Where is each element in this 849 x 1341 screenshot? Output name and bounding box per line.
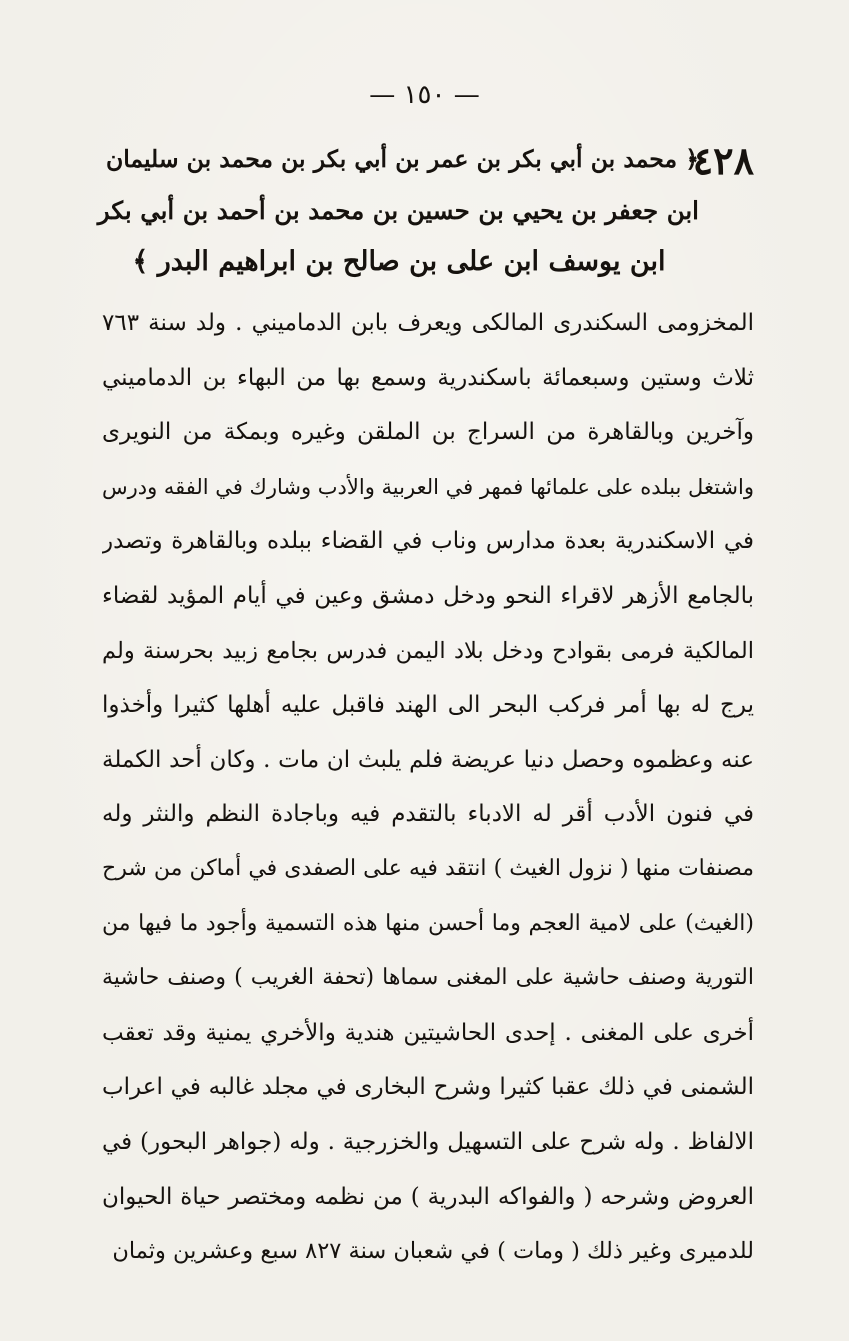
body-line: العروض وشرحه ( والفواكه البدرية ) من نظمه ومختصر حياة الحيوان (102, 1183, 754, 1210)
body-line: واشتغل ببلده على علمائها فمهر في العربية والأدب وشارك في الفقه ودرس (102, 474, 754, 499)
body-line: أخرى على المغنى . إحدى الحاشيتين هندية والأخري يمنية وقد تعقب (102, 1019, 754, 1046)
body-line: للدميرى وغير ذلك ( ومات ) في شعبان سنة ٨٢٧ سبع وعشرين وثمان (112, 1238, 754, 1265)
body-line: بالجامع الأزهر لاقراء النحو ودخل دمشق وعين في أيام المؤيد لقضاء (102, 582, 754, 609)
entry-heading (99, 134, 699, 287)
body-line: (الغيث) على لامية العجم وما أحسن منها هذه التسمية وأجود ما فيها من (102, 910, 754, 936)
page-number: — ١٥٠ — (369, 80, 480, 110)
entry-body (102, 296, 754, 1279)
body-line: مصنفات منها ( نزول الغيث ) انتقد فيه على الصفدى في أماكن من شرح (102, 855, 754, 881)
heading-line: ابن جعفر بن يحيي بن حسين بن محمد بن أحمد بن أبي بكر (97, 196, 699, 225)
body-line: في الاسكندرية بعدة مدارس وناب في القضاء ببلده وبالقاهرة وتصدر (102, 528, 754, 555)
entry-number: ٤٢٨ (692, 138, 754, 183)
body-line: ثلاث وستين وسبعمائة باسكندرية وسمع بها من البهاء بن الدماميني (102, 364, 754, 391)
body-line: الالفاظ . وله شرح على التسهيل والخزرجية . وله (جواهر البحور) في (102, 1128, 754, 1155)
body-line: التورية وصنف حاشية على المغنى سماها (تحفة الغريب ) وصنف حاشية (102, 965, 754, 991)
body-line: المخزومى السكندرى المالكى ويعرف بابن الدماميني . ولد سنة ٧٦٣ (102, 310, 754, 336)
body-line: وآخرين وبالقاهرة من السراج بن الملقن وغيره وبمكة من النويرى (102, 419, 754, 446)
body-line: يرج له بها أمر فركب البحر الى الهند فاقبل عليه أهلها كثيرا وأخذوا (102, 692, 754, 719)
body-line: الشمنى في ذلك عقبا كثيرا وشرح البخارى في مجلد غالبه في اعراب (102, 1074, 754, 1101)
heading-line: ﴿ محمد بن أبي بكر بن عمر بن أبي بكر بن محمد بن سليمان (105, 145, 699, 173)
heading-line: ابن يوسف ابن على بن صالح بن ابراهيم البدر ﴾ (132, 246, 666, 277)
body-line: في فنون الأدب أقر له الادباء بالتقدم فيه وباجادة النظم والنثر وله (102, 801, 754, 828)
body-line: المالكية فرمى بقوادح ودخل بلاد اليمن فدرس بجامع زبيد بحرسنة ولم (102, 637, 754, 664)
body-line: عنه وعظموه وحصل دنيا عريضة فلم يلبث ان مات . وكان أحد الكملة (102, 746, 754, 773)
